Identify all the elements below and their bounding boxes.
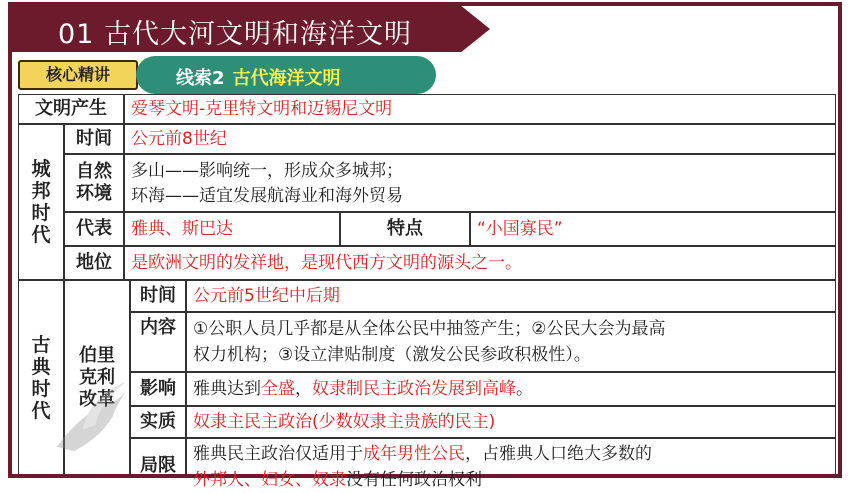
clue-label: [176, 64, 341, 90]
core-tag: 核心精讲: [18, 60, 138, 90]
rep-label: 代表: [64, 212, 124, 246]
essence-value: 奴隶主民主政治(少数奴隶主贵族的民主): [186, 406, 836, 438]
status-value: 是欧洲文明的发祥地，是现代西方文明的源头之一。: [124, 246, 836, 280]
env-line-1: 多山——影响统一，形成众多城邦；: [131, 161, 403, 181]
impact-sep: ，: [295, 379, 312, 399]
env-value: [124, 154, 836, 212]
clue-number: 线索2: [176, 68, 225, 89]
slide-title: 01 古代大河文明和海洋文明: [58, 19, 412, 50]
feature-label: 特点: [340, 212, 470, 246]
status-label: 地位: [64, 246, 124, 280]
city-state-era-label: 城邦时代: [18, 124, 64, 280]
content-value: [186, 312, 836, 372]
pericles-reform-label: 伯里克利改革: [64, 280, 130, 476]
impact-highlight-1: 全盛: [261, 379, 295, 399]
crane-watermark-icon: [48, 378, 134, 464]
essence-label: 实质: [130, 406, 186, 438]
rep-value: 雅典、斯巴达: [124, 212, 340, 246]
classical-era-label: 古典时代: [18, 280, 64, 476]
time-label: 时间: [64, 124, 124, 154]
impact-end: 。: [516, 379, 533, 399]
limit-line-2: 外邦人、妇女、奴隶没有任何政治权利: [193, 470, 482, 490]
limit-value: [186, 438, 836, 490]
origin-label: 文明产生: [18, 94, 124, 124]
env-line-2: 环海——适宜发展航海业和海外贸易: [131, 186, 403, 206]
limit-line-1: 雅典民主政治仅适用于成年男性公民，占雅典人口绝大多数的: [193, 444, 652, 464]
clue-title: 古代海洋文明: [232, 68, 341, 89]
impact-value: [186, 372, 836, 406]
impact-label: 影响: [130, 372, 186, 406]
content-line-1: ①公职人员几乎都是从全体公民中抽签产生；②公民大会为最高: [193, 319, 666, 339]
limit-label: 局限: [130, 438, 186, 476]
origin-value: 爱琴文明-克里特文明和迈锡尼文明: [124, 94, 836, 124]
p-time-value: 公元前5世纪中后期: [186, 280, 836, 312]
env-label: 自然环境: [64, 154, 124, 212]
impact-highlight-2: 奴隶制民主政治发展到高峰: [312, 379, 516, 399]
p-time-label: 时间: [130, 280, 186, 312]
content-label: 内容: [130, 312, 186, 372]
impact-text: 雅典达到: [193, 379, 261, 399]
time-value: 公元前8世纪: [124, 124, 836, 154]
content-line-2: 权力机构；③设立津贴制度（激发公民参政积极性）。: [193, 345, 591, 365]
feature-value: “小国寡民”: [470, 212, 836, 246]
